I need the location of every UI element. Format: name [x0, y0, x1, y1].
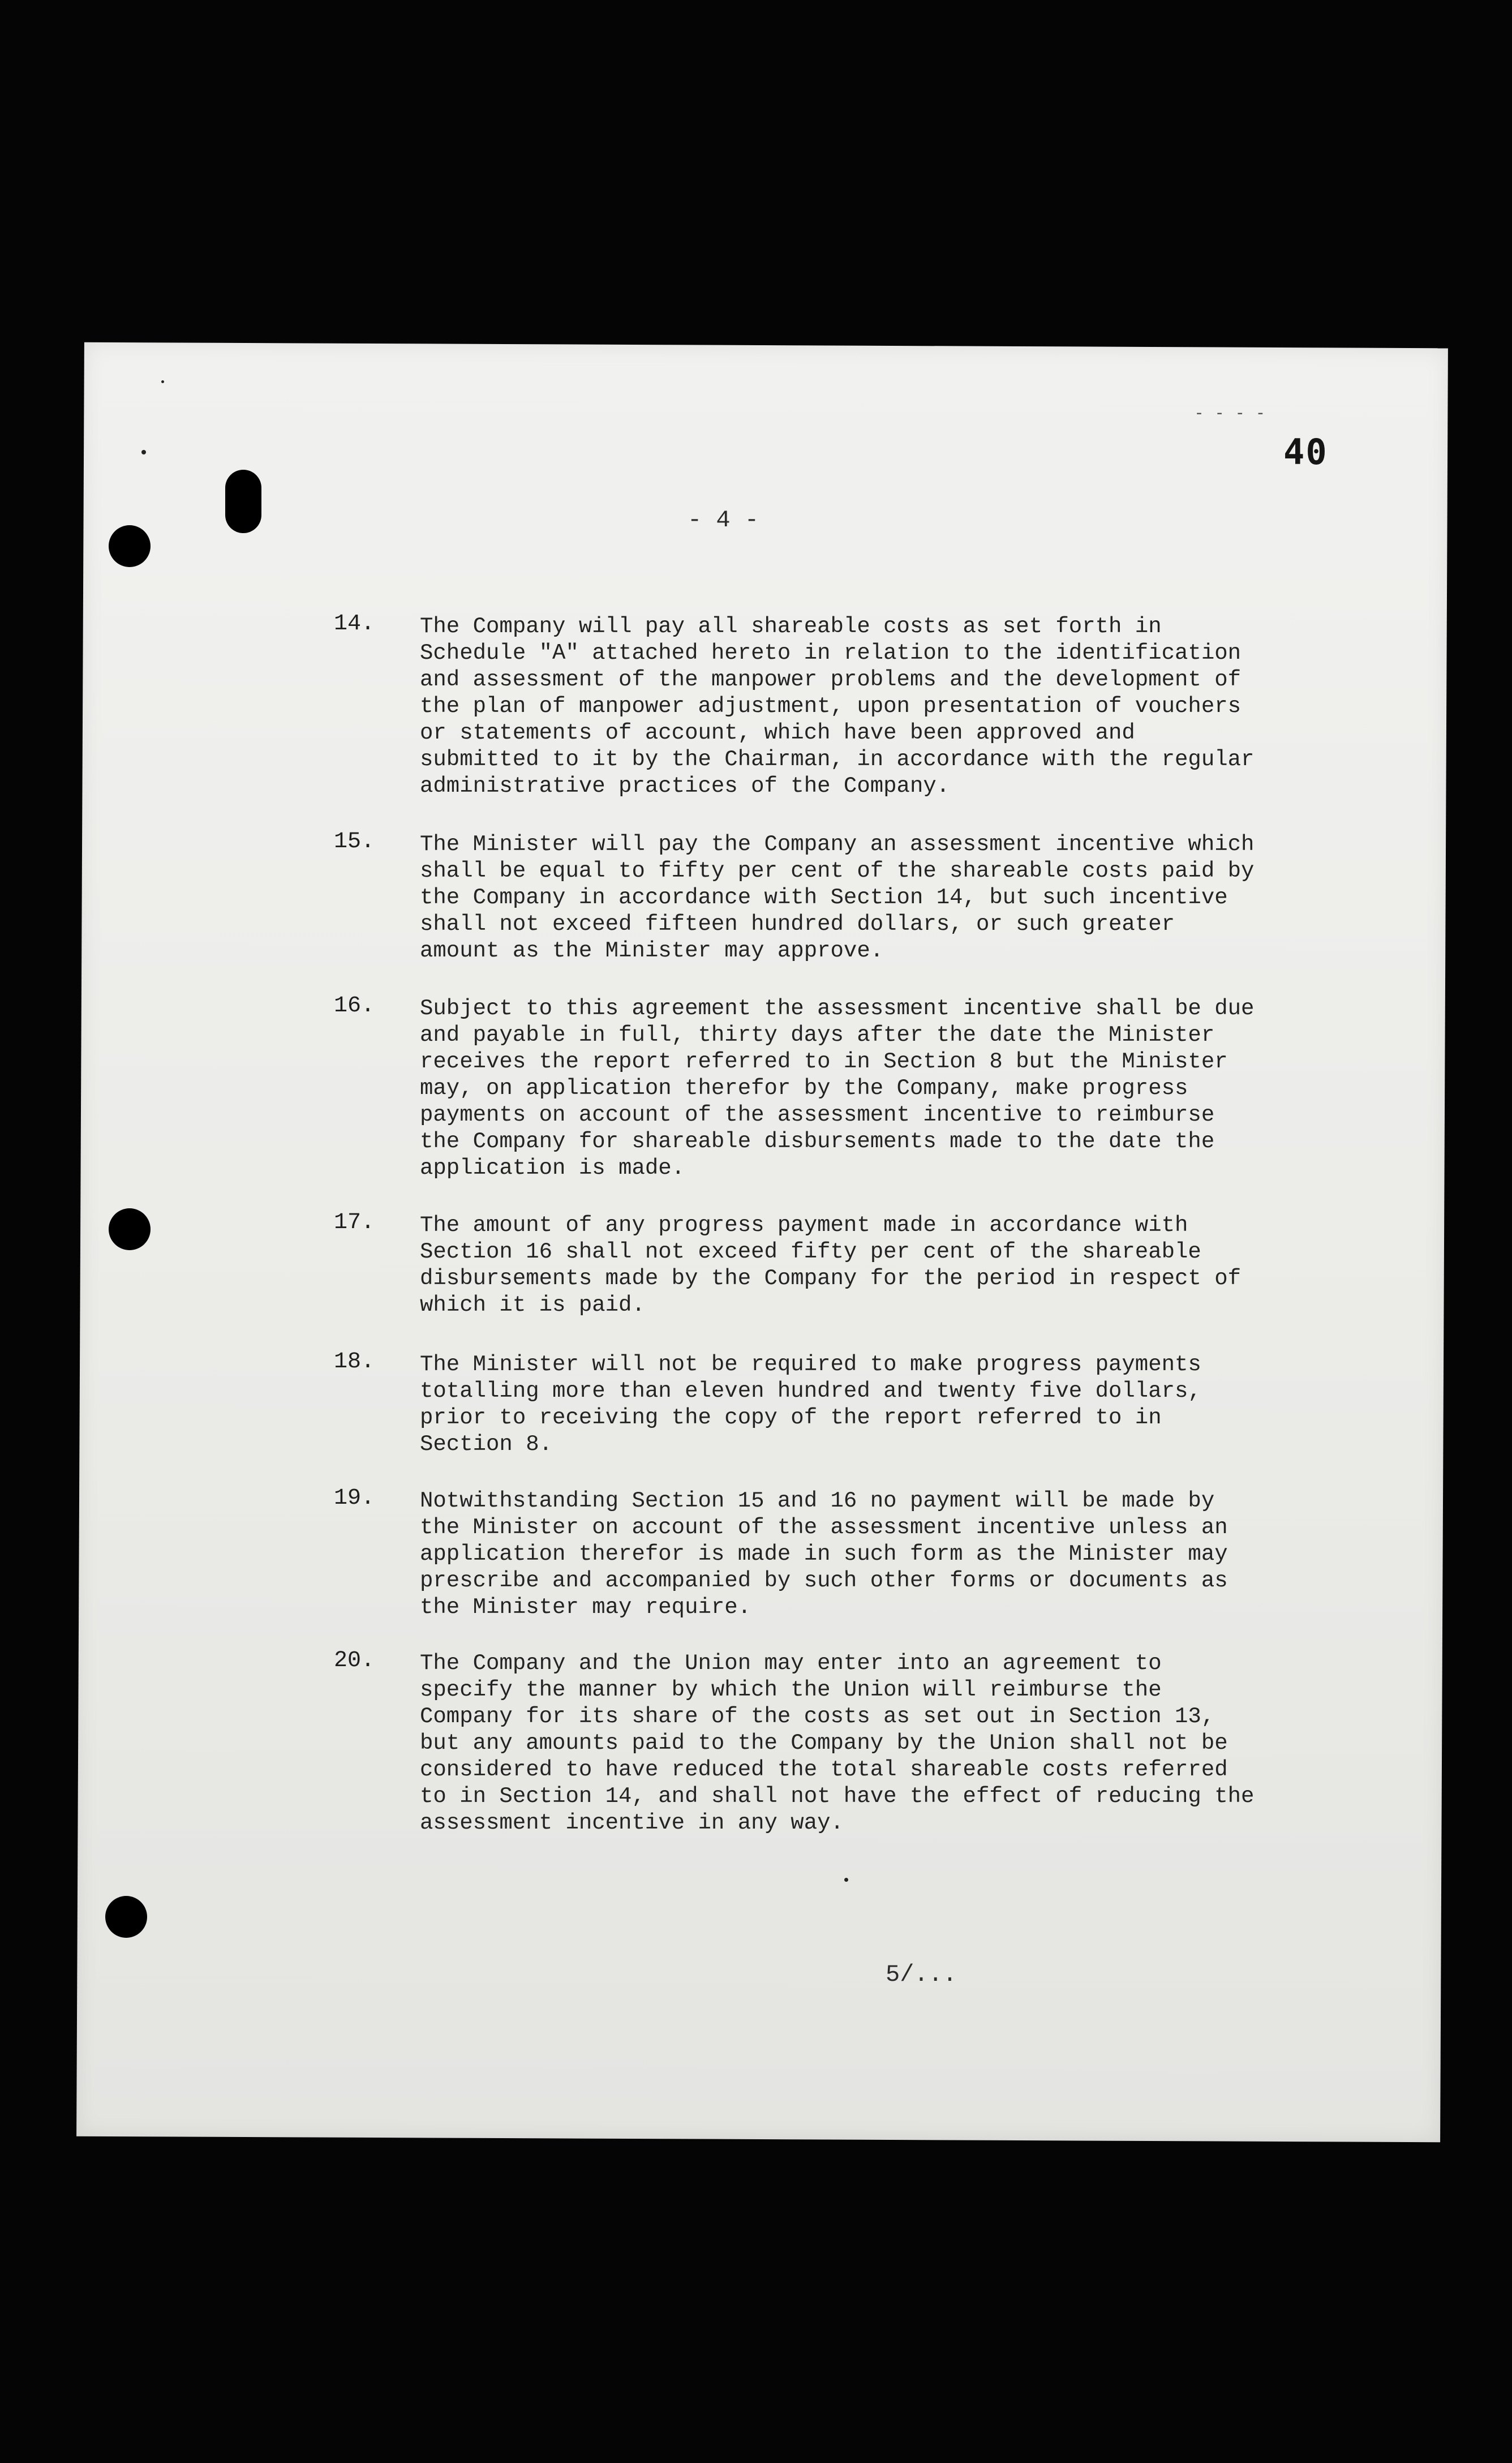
punch-hole-bottom — [105, 1896, 147, 1938]
section-number: 14. — [334, 611, 375, 637]
section-text: The Minister will not be required to make progress payments totalling more than eleven hundred and twenty five dollars, prior to receiving the copy of the report referred to in Section 8. — [420, 1352, 1201, 1457]
section-text: Subject to this agreement the assessment incentive shall be due and payable in full, thirty days after the date the Minister receives the report referred to in Section 8 but the Minister may, on application therefor by the Company, make progress payments on account of the assessment incentive to reimburse the Company for shareable disbursements made to the date the application is made. — [420, 996, 1255, 1181]
section-text: Notwithstanding Section 15 and 16 no payment will be made by the Minister on account of the assessment incentive unless an application therefor is made in such form as the Minister may prescribe and accompanied by such other forms or documents as the Minister may require. — [420, 1488, 1228, 1620]
binder-clip-mark — [225, 470, 261, 533]
section-number: 16. — [334, 993, 375, 1019]
section-number: 19. — [334, 1486, 375, 1511]
section-number: 18. — [334, 1349, 375, 1375]
section-text: The Company and the Union may enter into an agreement to specify the manner by which the Union will reimburse the Company for its share of the costs as set out in Section 13, but any amounts paid to the Company by the Union shall not be considered to have reduced the total shareable costs referred to in Section 14, and shall not have the effect of reducing the assessment incentive in any way. — [420, 1651, 1255, 1835]
section-text: The Minister will pay the Company an assessment incentive which shall be equal to fifty per cent of the shareable costs paid by the Company in accordance with Section 14, but such incentive shall not exceed fifteen hundred dollars, or such greater amount as the Minister may approve. — [420, 832, 1255, 963]
section-number: 15. — [334, 829, 375, 855]
dust-speck — [161, 380, 164, 383]
section-number: 20. — [334, 1648, 375, 1674]
punch-hole-top — [109, 525, 151, 567]
page-marker: - 4 - — [688, 507, 759, 534]
section-text: The amount of any progress payment made in accordance with Section 16 shall not exceed fifty per cent of the shareable disbursements made by the Company for the period in respect of which it is paid. — [420, 1213, 1242, 1318]
header-dashes: - - - - — [1194, 403, 1266, 423]
continuation-marker: 5/... — [886, 1961, 957, 1988]
dust-speck — [844, 1878, 848, 1882]
section-number: 17. — [334, 1210, 375, 1235]
page-number: 40 — [1283, 431, 1328, 473]
punch-hole-middle — [109, 1208, 151, 1250]
dust-speck — [141, 450, 146, 454]
section-text: The Company will pay all shareable costs as set forth in Schedule "A" attached hereto in relation to the identification and assessment of the manpower problems and the development of the plan of manpower adjustment, upon presentation of vouchers or statements of account, which have been approved and submitted to it by the Chairman, in accordance with the regular administrative practices of the Company. — [420, 614, 1255, 799]
